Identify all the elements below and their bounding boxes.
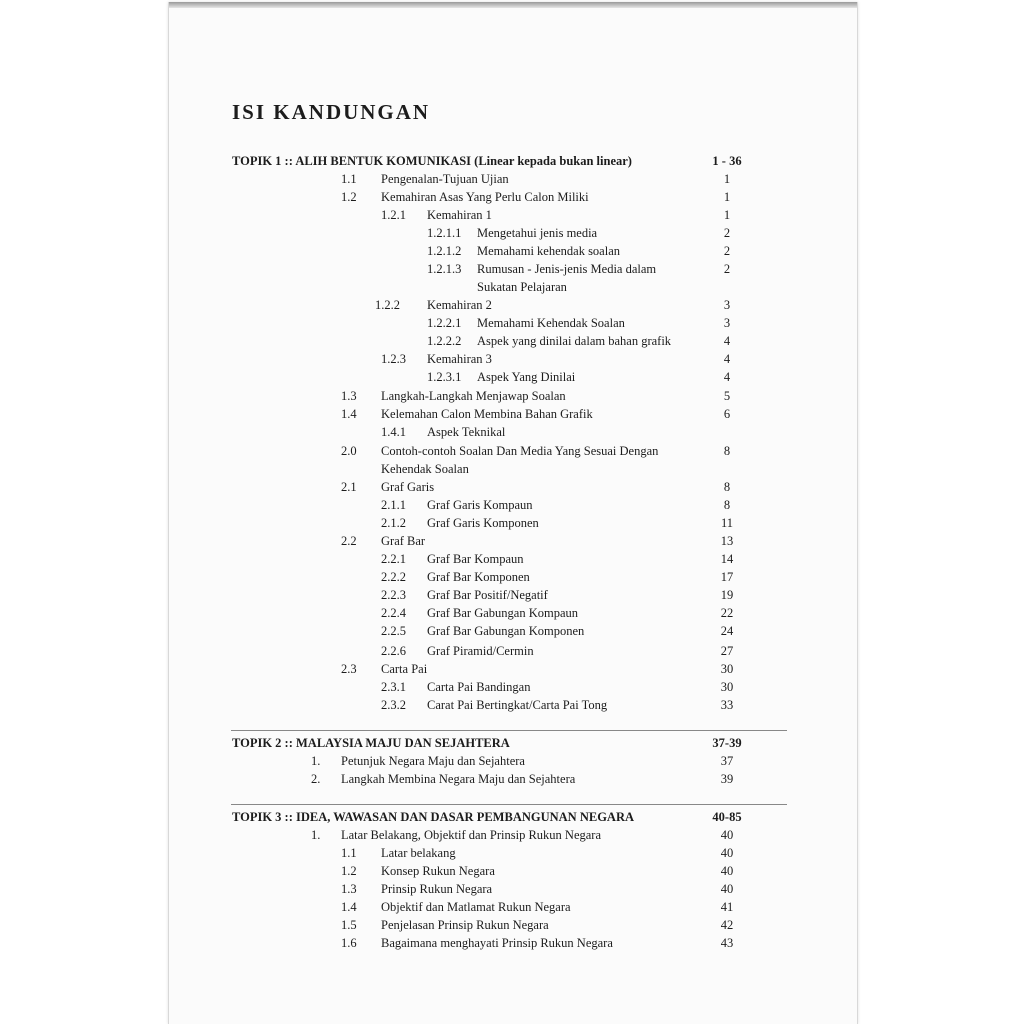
toc-entry-number: 1.2.2: [375, 298, 400, 312]
toc-entry: [169, 568, 857, 586]
toc-entry-number: 1.2.1: [381, 208, 406, 222]
toc-entry-number: 1.2.2.1: [427, 316, 462, 330]
toc-page-number: 40: [720, 864, 734, 878]
toc-entry-number: 1.3: [341, 882, 357, 896]
toc-page-number: [697, 460, 757, 478]
toc-entry: [169, 678, 857, 696]
toc-entry-number: 2.3.2: [381, 698, 406, 712]
toc-entry-number: 1.: [311, 828, 321, 842]
toc-topic-heading: [169, 734, 857, 752]
toc-entry-number: 2.3: [341, 662, 357, 676]
toc-page-number: 37-39: [712, 736, 742, 750]
toc-entry-text: Contoh-contoh Soalan Dan Media Yang Sesuai Dengan: [381, 444, 659, 458]
toc-entry: [169, 350, 857, 368]
toc-entry: [169, 586, 857, 604]
toc-entry-number: 1.4: [341, 900, 357, 914]
toc-topic-heading: [169, 808, 857, 826]
toc-entry-text: Rumusan - Jenis-jenis Media dalam: [477, 262, 657, 276]
toc-entry: [169, 880, 857, 898]
toc-entry-number: 1.2.3: [381, 352, 406, 366]
toc-entry-number: 2.: [311, 772, 321, 786]
toc-entry-text: TOPIK 2 :: MALAYSIA MAJU DAN SEJAHTERA: [232, 736, 510, 750]
document-page: [168, 2, 858, 1024]
toc-entry-number: 1.2.1.1: [427, 226, 462, 240]
toc-entry-number: 1.2.1.3: [427, 262, 462, 276]
toc-page-number: 39: [720, 772, 734, 786]
toc-entry: [169, 752, 857, 770]
toc-entry: [169, 898, 857, 916]
toc-page-number: 13: [720, 534, 734, 548]
toc-entry: [169, 660, 857, 678]
toc-entry-text: Graf Garis Komponen: [427, 516, 539, 530]
toc-entry: [169, 387, 857, 405]
toc-entry-text: Konsep Rukun Negara: [381, 864, 495, 878]
toc-entry: [169, 622, 857, 640]
toc-entry: [169, 862, 857, 880]
toc-page-number: 40: [720, 846, 734, 860]
toc-page-number: 40-85: [712, 810, 742, 824]
toc-page-number: 1: [723, 208, 731, 222]
toc-entry: [169, 314, 857, 332]
toc-entry: [169, 332, 857, 350]
section-divider: [231, 730, 787, 731]
toc-entry-text: Penjelasan Prinsip Rukun Negara: [381, 918, 549, 932]
toc-entry-text: Graf Garis Kompaun: [427, 498, 533, 512]
toc-entry-number: 1.2.1.2: [427, 244, 462, 258]
toc-page-number: 8: [723, 444, 731, 458]
toc-page-number: 42: [720, 918, 734, 932]
toc-entry-text: Prinsip Rukun Negara: [381, 882, 493, 896]
toc-entry-number: 1.2.3.1: [427, 370, 462, 384]
toc-entry: [169, 368, 857, 386]
toc-entry: [169, 242, 857, 260]
toc-entry-text: Aspek Teknikal: [427, 425, 506, 439]
toc-entry-text: Carta Pai Bandingan: [427, 680, 531, 694]
toc-page-number: 5: [723, 389, 731, 403]
toc-page-number: 40: [720, 882, 734, 896]
page-title: ISI KANDUNGAN: [232, 100, 431, 124]
toc-page-number: 17: [720, 570, 734, 584]
toc-topic-heading: [169, 152, 857, 170]
toc-entry-number: 2.2.5: [381, 624, 406, 638]
toc-page-number: 30: [720, 680, 734, 694]
toc-entry-text: TOPIK 1 :: ALIH BENTUK KOMUNIKASI (Linear kepada bukan linear): [232, 154, 632, 168]
toc-entry-number: 1.2.2.2: [427, 334, 462, 348]
toc-entry-number: 1.3: [341, 389, 357, 403]
toc-entry-text: Langkah Membina Negara Maju dan Sejahtera: [341, 772, 576, 786]
toc-page-number: 2: [723, 226, 731, 240]
toc-page-number: 30: [720, 662, 734, 676]
toc-page-number: 27: [720, 644, 734, 658]
toc-entry-text: Graf Bar Gabungan Kompaun: [427, 606, 578, 620]
toc-entry-text: Kemahiran 3: [427, 352, 492, 366]
toc-entry-text: Kehendak Soalan: [381, 462, 469, 476]
toc-entry: [169, 224, 857, 242]
toc-entry-number: 1.1: [341, 172, 357, 186]
toc-entry: [169, 405, 857, 423]
toc-entry: [169, 844, 857, 862]
toc-entry: [169, 206, 857, 224]
toc-entry: [169, 442, 857, 460]
toc-entry-number: 1.4.1: [381, 425, 406, 439]
toc-entry-text: Mengetahui jenis media: [477, 226, 598, 240]
toc-entry: [169, 550, 857, 568]
toc-entry-text: Aspek yang dinilai dalam bahan grafik: [477, 334, 672, 348]
toc-entry: [169, 642, 857, 660]
toc-entry-text: Bagaimana menghayati Prinsip Rukun Negara: [381, 936, 613, 950]
toc-page-number: 24: [720, 624, 734, 638]
toc-page-number: 19: [720, 588, 734, 602]
toc-entry-text: Memahami kehendak soalan: [477, 244, 621, 258]
toc-entry-number: 2.2.1: [381, 552, 406, 566]
toc-entry-text: Carta Pai: [381, 662, 428, 676]
toc-entry-text: Carat Pai Bertingkat/Carta Pai Tong: [427, 698, 608, 712]
toc-entry-number: 2.1: [341, 480, 357, 494]
toc-page-number: 37: [720, 754, 734, 768]
toc-entry-text: Graf Garis: [381, 480, 435, 494]
toc-page-number: 40: [720, 828, 734, 842]
toc-page-number: 43: [720, 936, 734, 950]
toc-entry-text: Graf Bar: [381, 534, 426, 548]
toc-entry-number: 2.2.2: [381, 570, 406, 584]
toc-entry-number: 2.2.6: [381, 644, 406, 658]
toc-entry-text: Memahami Kehendak Soalan: [477, 316, 625, 330]
toc-page-number: 41: [720, 900, 734, 914]
toc-entry: [169, 188, 857, 206]
toc-entry-text: Graf Bar Komponen: [427, 570, 530, 584]
toc-entry: [169, 826, 857, 844]
toc-entry-text: Objektif dan Matlamat Rukun Negara: [381, 900, 571, 914]
toc-entry-number: 1.6: [341, 936, 357, 950]
toc-entry-number: 1.2: [341, 864, 357, 878]
toc-entry-number: 1.1: [341, 846, 357, 860]
toc-entry-text: Sukatan Pelajaran: [477, 280, 567, 294]
toc-page-number: 4: [723, 334, 731, 348]
toc-page-number: 4: [723, 370, 731, 384]
toc-entry: [169, 514, 857, 532]
toc-page-number: 6: [723, 407, 731, 421]
toc-page-number: 1: [723, 172, 731, 186]
toc-entry: [169, 423, 857, 441]
toc-entry-text: TOPIK 3 :: IDEA, WAWASAN DAN DASAR PEMBANGUNAN NEGARA: [232, 810, 634, 824]
toc-page-number: [697, 423, 757, 441]
toc-page-number: 4: [723, 352, 731, 366]
toc-entry-text: Latar Belakang, Objektif dan Prinsip Rukun Negara: [341, 828, 601, 842]
toc-entry-text: Graf Bar Gabungan Komponen: [427, 624, 585, 638]
toc-page-number: 3: [723, 298, 731, 312]
toc-entry: [169, 460, 857, 478]
toc-entry: [169, 278, 857, 296]
toc-entry-text: Latar belakang: [381, 846, 456, 860]
toc-entry-number: 2.1.1: [381, 498, 406, 512]
toc-entry: [169, 496, 857, 514]
toc-page-number: 33: [720, 698, 734, 712]
toc-entry-number: 2.2.3: [381, 588, 406, 602]
toc-entry-text: Kemahiran Asas Yang Perlu Calon Miliki: [381, 190, 589, 204]
toc-entry: [169, 770, 857, 788]
toc-entry: [169, 478, 857, 496]
toc-entry-number: 2.2.4: [381, 606, 406, 620]
toc-entry-text: Kelemahan Calon Membina Bahan Grafik: [381, 407, 593, 421]
toc-entry: [169, 696, 857, 714]
toc-entry: [169, 260, 857, 278]
scan-edge: [169, 2, 857, 8]
toc-page-number: 2: [723, 244, 731, 258]
toc-entry-text: Graf Bar Kompaun: [427, 552, 524, 566]
toc-page-number: 2: [723, 262, 731, 276]
toc-entry-number: 2.3.1: [381, 680, 406, 694]
toc-entry-text: Graf Piramid/Cermin: [427, 644, 534, 658]
toc-entry-number: 1.2: [341, 190, 357, 204]
toc-page-number: 1: [723, 190, 731, 204]
toc-page-number: 8: [723, 498, 731, 512]
toc-page-number: 1 - 36: [712, 154, 742, 168]
toc-entry-number: 1.4: [341, 407, 357, 421]
toc-entry-number: 1.5: [341, 918, 357, 932]
toc-entry-text: Pengenalan-Tujuan Ujian: [381, 172, 509, 186]
section-divider: [231, 804, 787, 805]
toc-page-number: 8: [723, 480, 731, 494]
toc-entry-number: 2.0: [341, 444, 357, 458]
toc-page-number: 22: [720, 606, 734, 620]
toc-entry-number: 1.: [311, 754, 321, 768]
toc-page-number: 3: [723, 316, 731, 330]
toc-entry: [169, 916, 857, 934]
toc-page-number: 14: [720, 552, 734, 566]
toc-page-number: 11: [720, 516, 734, 530]
toc-entry: [169, 934, 857, 952]
toc-entry-text: Aspek Yang Dinilai: [477, 370, 576, 384]
toc-entry: [169, 532, 857, 550]
toc-entry-text: Kemahiran 1: [427, 208, 492, 222]
toc-entry-number: 2.1.2: [381, 516, 406, 530]
toc-entry: [169, 170, 857, 188]
toc-entry-text: Kemahiran 2: [427, 298, 492, 312]
toc-entry: [169, 296, 857, 314]
toc-entry: [169, 604, 857, 622]
toc-page-number: [697, 278, 757, 296]
toc-entry-number: 2.2: [341, 534, 357, 548]
toc-entry-text: Petunjuk Negara Maju dan Sejahtera: [341, 754, 525, 768]
toc-entry-text: Langkah-Langkah Menjawap Soalan: [381, 389, 566, 403]
toc-entry-text: Graf Bar Positif/Negatif: [427, 588, 548, 602]
